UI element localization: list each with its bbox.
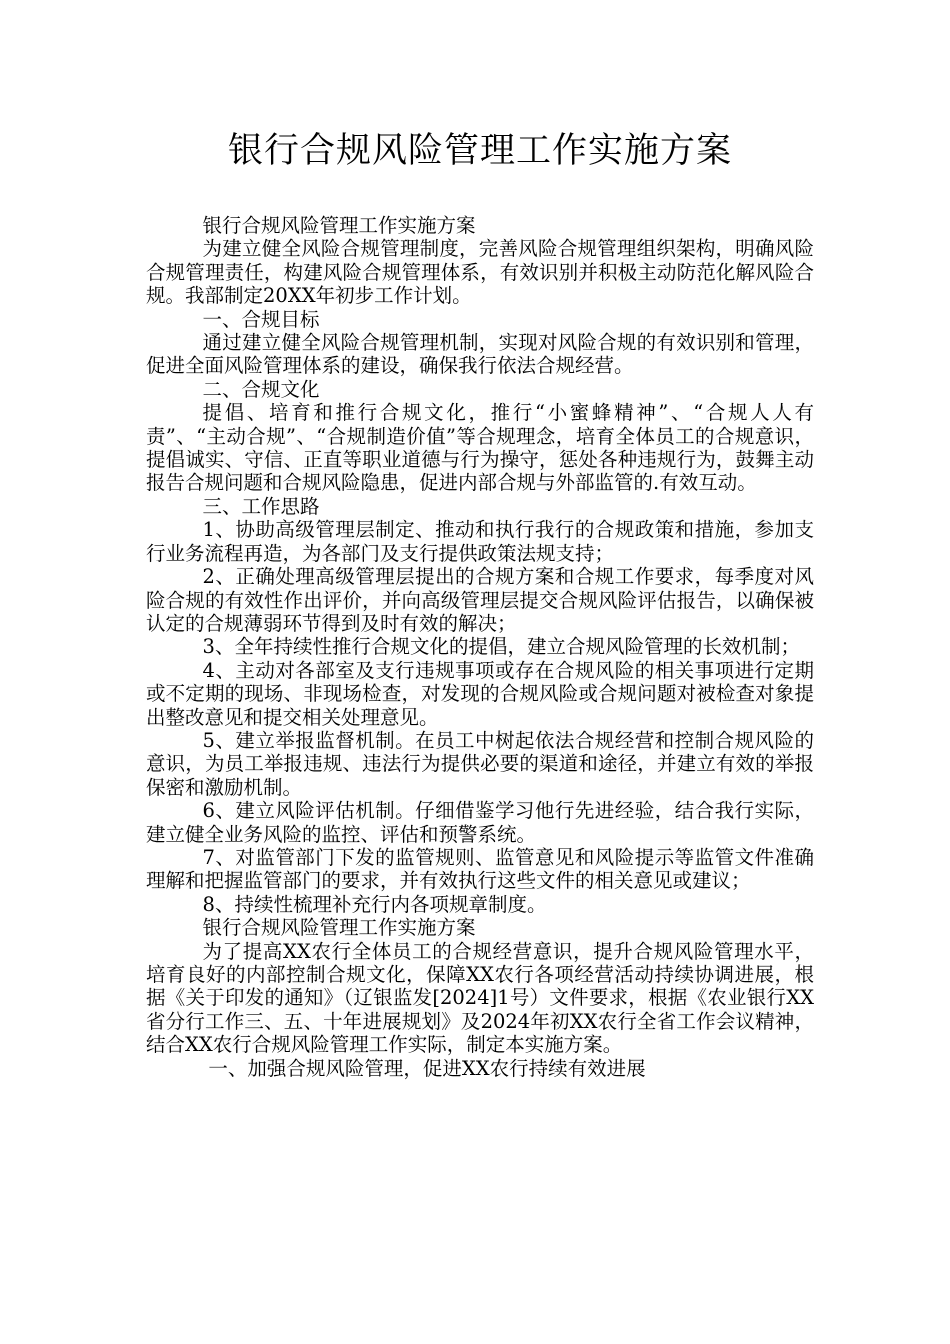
paragraph-second-intro: 为了提高XX农行全体员工的合规经营意识，提升合规风险管理水平，培育良好的内部控制合规文化，保障XX农行各项经营活动持续协调进展，根据《关于印发的通知》（辽银监发[2024]1号）文件要求，根据《农业银行XX省分行工作三、五、十年进展规划》及2024年初XX农行全省工作会议精神，结合XX农行合规风险管理工作实际，制定本实施方案。	[146, 939, 814, 1057]
heading-compliance-culture: 二、合规文化	[202, 377, 320, 401]
list-item-4: 4、主动对各部室及支行违规事项或存在合规风险的相关事项进行定期或不定期的现场、非现场检查，对发现的合规风险或合规问题对被检查对象提出整改意见和提交相关处理意见。	[146, 658, 814, 729]
list-item-2: 2、正确处理高级管理层提出的合规方案和合规工作要求，每季度对风险合规的有效性作出评价，并向高级管理层提交合规风险评估报告，以确保被认定的合规薄弱环节得到及时有效的解决；	[146, 565, 814, 635]
heading-compliance-goals: 一、合规目标	[202, 307, 320, 331]
heading-work-ideas: 三、工作思路	[202, 494, 320, 518]
list-item-1: 1、协助高级管理层制定、推动和执行我行的合规政策和措施，参加支行业务流程再造，为各部门及支行提供政策法规支持；	[146, 518, 814, 565]
document-body	[146, 214, 814, 1080]
list-item-3: 3、全年持续性推行合规文化的提倡，建立合规风险管理的长效机制；	[202, 635, 800, 659]
list-item-5: 5、建立举报监督机制。在员工中树起依法合规经营和控制合规风险的意识，为员工举报违规、违法行为提供必要的渠道和途径，并建立有效的举报保密和激励机制。	[146, 728, 814, 799]
list-item-8: 8、持续性梳理补充行内各项规章制度。	[202, 892, 547, 916]
document-title: 银行合规风险管理工作实施方案	[227, 131, 732, 171]
paragraph-subtitle: 银行合规风险管理工作实施方案	[202, 214, 476, 237]
paragraph-culture: 提倡、培育和推行合规文化，推行“小蜜蜂精神”、“合规人人有责”、“主动合规”、“合规制造价值”等合规理念，培育全体员工的合规意识，提倡诚实、守信、正直等职业道德与行为操守，惩处各种违规行为，鼓舞主动报告合规问题和合规风险隐患，促进内部合规与外部监管的.有效互动。	[146, 401, 814, 495]
paragraph-intro: 为建立健全风险合规管理制度，完善风险合规管理组织架构，明确风险合规管理责任，构建风险合规管理体系，有效识别并积极主动防范化解风险合规。我部制定20XX年初步工作计划。	[146, 237, 814, 308]
paragraph-goals: 通过建立健全风险合规管理机制，实现对风险合规的有效识别和管理，促进全面风险管理体系的建设，确保我行依法合规经营。	[146, 331, 814, 378]
list-item-7: 7、对监管部门下发的监管规则、监管意见和风险提示等监管文件准确理解和把握监管部门的要求，并有效执行这些文件的相关意见或建议；	[146, 845, 814, 893]
heading-strengthen-management: 一、加强合规风险管理，促进XX农行持续有效进展	[208, 1056, 646, 1080]
paragraph-second-title: 银行合规风险管理工作实施方案	[202, 916, 476, 940]
list-item-6: 6、建立风险评估机制。仔细借鉴学习他行先进经验，结合我行实际，建立健全业务风险的监控、评估和预警系统。	[146, 799, 814, 846]
